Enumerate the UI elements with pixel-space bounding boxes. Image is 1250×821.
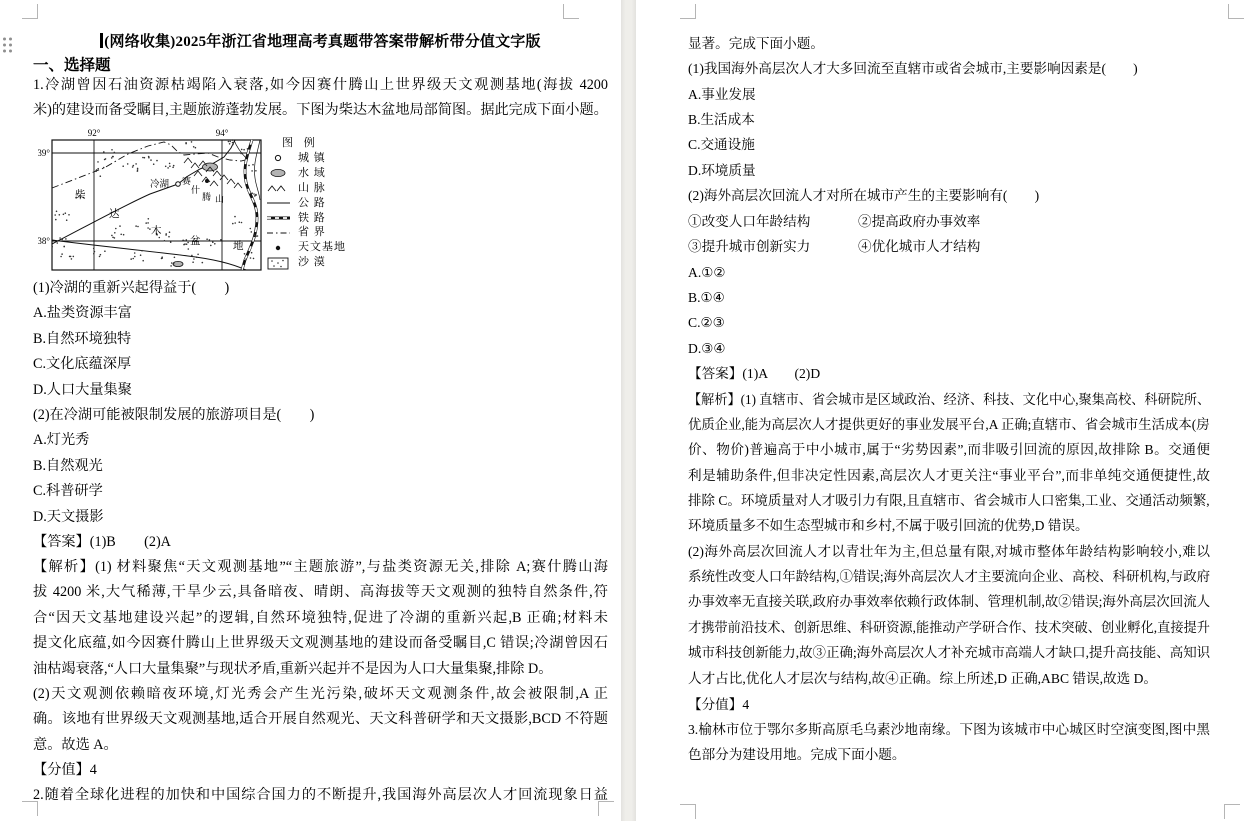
option-a[interactable]: A.灯光秀 xyxy=(33,432,90,448)
analysis-line: 排除 C。环境质量对人才吸引力有限,且直辖市、省会城市人口密集,工业、交通活动频繁, xyxy=(688,493,1210,508)
legend-item-railway: 铁 路 xyxy=(266,211,370,226)
svg-text:达: 达 xyxy=(109,209,120,220)
svg-text:94°: 94° xyxy=(215,128,229,138)
option-c[interactable]: C.科普研学 xyxy=(33,483,103,499)
town-marker xyxy=(176,182,181,187)
road-symbol-icon xyxy=(266,197,298,209)
analysis-line: 利是辅助条件,但非决定性因素,高层次人才更关注“事业平台”,而非单纯交通便捷性,故 xyxy=(688,468,1210,483)
option-a[interactable]: A.①② xyxy=(688,265,726,280)
question-2-sub1: (1)我国海外高层次人才大多回流至直辖市或省会城市,主要影响因素是( ) xyxy=(688,61,1138,76)
svg-text:什: 什 xyxy=(191,185,201,195)
analysis-line: 提文化底蕴,如今因赛什腾山上世界级天文观测基地的建设而备受瞩目,C 错误;冷湖曾因石 xyxy=(33,635,608,651)
score-line: 【分值】4 xyxy=(688,697,750,712)
legend-item-boundary: 省 界 xyxy=(266,225,370,240)
analysis-line: 【解析】(1) 材料聚焦“天文观测基地”“主题旅游”,与盐类资源无关,排除 A;赛什腾山海 xyxy=(33,559,608,575)
option-d[interactable]: D.天文摄影 xyxy=(33,509,104,525)
question-3-intro-line: 3.榆林市位于鄂尔多斯高原毛乌素沙地南缘。下图为该城市中心城区时空演变图,图中黑 xyxy=(688,722,1210,737)
svg-text:38°: 38° xyxy=(38,236,50,246)
crop-mark-left-page-top-right xyxy=(563,4,579,19)
answer-line: 【答案】(1)A (2)D xyxy=(688,366,821,381)
page-separator xyxy=(621,0,636,821)
railway-line xyxy=(242,140,257,270)
analysis-line: 城市科技创新能力,故③正确;海外高层次人才补充城市高端人才缺口,提升高技能、高知识 xyxy=(688,645,1211,660)
analysis-line: (2)天文观测依赖暗夜环境,灯光秀会产生光污染,破坏天文观测条件,故会被限制,A 正 xyxy=(33,686,608,702)
option-d[interactable]: D.环境质量 xyxy=(688,163,756,178)
svg-text:腾: 腾 xyxy=(202,192,212,202)
analysis-line: 系统性改变人口年龄结构,①错误;海外高层次人才主要流向企业、高校、科研机构,与政府 xyxy=(688,569,1211,584)
river-line xyxy=(254,140,260,200)
svg-text:39°: 39° xyxy=(38,148,50,158)
question-2-sub2: (2)海外高层次回流人才对所在城市产生的主要影响有( ) xyxy=(688,188,1040,203)
numbered-item: ④优化城市人才结构 xyxy=(858,239,981,254)
svg-text:山: 山 xyxy=(215,194,225,204)
railway-symbol-icon xyxy=(266,212,298,224)
question-1-sub1: (1)冷湖的重新兴起得益于( ) xyxy=(33,280,230,296)
numbered-item: ②提高政府办事效率 xyxy=(858,214,981,229)
option-d[interactable]: D.③④ xyxy=(688,341,726,356)
question-2-intro-line: 2.随着全球化进程的加快和中国综合国力的不断提升,我国海外高层次人才回流现象日益 xyxy=(33,787,608,803)
analysis-line: 优质企业,能为高层次人才提供更好的事业发展平台,A 正确;直辖市、省会城市生活成本(房 xyxy=(688,417,1210,432)
analysis-line: 人才占比,优化人才层次与结构,故④正确。综上所述,D 正确,ABC 错误,故选 D。 xyxy=(688,671,1157,686)
analysis-line: 拔 4200 米,大气稀薄,干旱少云,具备暗夜、晴朗、高海拔等天文观测的独特自然条件,符 xyxy=(33,584,608,600)
legend-item-mountain: 山 脉 xyxy=(266,181,370,196)
option-c[interactable]: C.②③ xyxy=(688,315,725,330)
legend-item-road: 公 路 xyxy=(266,196,370,211)
analysis-line: 合“因天文基地建设兴起”的逻辑,自然环境独特,促进了冷湖的重新兴起,B 正确;材料未 xyxy=(33,610,608,626)
legend-item-observatory: 天文基地 xyxy=(266,240,370,255)
option-d[interactable]: D.人口大量集聚 xyxy=(33,382,132,398)
question-3-intro-line: 色部分为建设用地。完成下面小题。 xyxy=(688,747,906,762)
mountain-symbol-icon xyxy=(266,182,298,194)
option-b[interactable]: B.生活成本 xyxy=(688,112,755,127)
river-line xyxy=(234,140,247,159)
analysis-line: 环境质量多不如生态型城市和乡村,不属于吸引回流的优势,D 错误。 xyxy=(688,518,1089,533)
water-symbol-icon xyxy=(266,167,298,179)
analysis-line: 办事效率无直接关联,政府办事效率依赖行政体制、管理机制,故②错误;海外高层次回流人 xyxy=(688,594,1211,609)
analysis-line: 意。故选 A。 xyxy=(33,737,118,753)
svg-text:盆: 盆 xyxy=(190,236,201,247)
cursor-bar xyxy=(100,33,103,48)
question-2-cont-line: 显著。完成下面小题。 xyxy=(688,36,824,51)
analysis-line: 才携带前沿技术、创新思维、科研资源,能推动产学研合作、技术突破、创业孵化,直接提升 xyxy=(688,620,1210,635)
exam-title-text: (网络收集)2025年浙江省地理高考真题带答案带解析带分值文字版 xyxy=(104,34,541,50)
option-a[interactable]: A.事业发展 xyxy=(688,87,756,102)
legend-item-water: 水 域 xyxy=(266,166,370,181)
road-line xyxy=(52,240,246,270)
option-c[interactable]: C.文化底蕴深厚 xyxy=(33,356,132,372)
analysis-line: 确。该地有世界级天文观测基地,适合开展自然观光、天文科普研学和天文摄影,BCD 不符题 xyxy=(33,711,608,727)
drag-handle-icon[interactable] xyxy=(2,36,13,59)
svg-text:木: 木 xyxy=(151,226,162,237)
pond-shape xyxy=(173,261,183,266)
numbered-item-row xyxy=(688,234,1210,259)
option-b[interactable]: B.自然观光 xyxy=(33,458,103,474)
svg-text:92°: 92° xyxy=(87,128,101,138)
analysis-line: (2)海外高层次回流人才以青壮年为主,但总量有限,对城市整体年龄结构影响较小,难以 xyxy=(688,544,1210,559)
observatory-symbol-icon xyxy=(266,242,298,254)
legend-title: 图 例 xyxy=(282,137,319,149)
question-1-intro-line: 1.冷湖曾因石油资源枯竭陷入衰落,如今因赛什腾山上世界级天文观测基地(海拔 4200 xyxy=(33,77,608,93)
map-legend xyxy=(266,136,370,270)
boundary-symbol-icon xyxy=(266,227,298,239)
numbered-item: ①改变人口年龄结构 xyxy=(688,214,811,229)
exam-title xyxy=(33,30,608,55)
option-a[interactable]: A.盐类资源丰富 xyxy=(33,305,132,321)
svg-text:柴: 柴 xyxy=(75,190,86,201)
analysis-line: 价、物价)普遍高于中小城市,属于“劣势因素”,而非吸引回流的原因,故排除 B。交通便 xyxy=(688,442,1210,457)
legend-item-desert: 沙 漠 xyxy=(266,255,370,270)
numbered-item-row xyxy=(688,209,1210,234)
analysis-line: 【解析】(1) 直辖市、省会城市是区域政治、经济、科技、文化中心,聚集高校、科研院所、 xyxy=(688,392,1211,407)
crop-mark-right-page-bottom-right xyxy=(1224,804,1240,819)
svg-text:赛: 赛 xyxy=(182,176,192,186)
desert-symbol-icon xyxy=(266,257,298,269)
map-place-labels xyxy=(75,175,244,252)
answer-line: 【答案】(1)B (2)A xyxy=(33,534,171,550)
desert-dots xyxy=(51,139,258,266)
map-figure xyxy=(38,124,270,276)
town-symbol-icon xyxy=(266,152,298,164)
graticule-labels xyxy=(38,128,229,246)
crop-mark-right-page-bottom-left xyxy=(680,804,696,819)
section-heading: 一、选择题 xyxy=(33,57,111,74)
score-line: 【分值】4 xyxy=(33,762,97,778)
numbered-item: ③提升城市创新实力 xyxy=(688,239,811,254)
analysis-line: 油枯竭衰落,“人口大量集聚”与现状矛盾,重新兴起并不是因为人口大量集聚,排除 D。 xyxy=(33,661,553,677)
legend-item-town: 城 镇 xyxy=(266,151,370,166)
svg-text:地: 地 xyxy=(233,241,244,252)
option-c[interactable]: C.交通设施 xyxy=(688,137,755,152)
option-b[interactable]: B.①④ xyxy=(688,290,725,305)
crop-mark-right-page-top-left xyxy=(680,4,696,19)
question-1-sub2: (2)在冷湖可能被限制发展的旅游项目是( ) xyxy=(33,407,315,423)
crop-mark-right-page-top-right xyxy=(1228,4,1244,19)
option-b[interactable]: B.自然环境独特 xyxy=(33,331,132,347)
crop-mark-left-page-top-left xyxy=(22,4,38,19)
observatory-marker xyxy=(205,179,209,183)
question-1-intro-line: 米)的建设而备受瞩目,主题旅游蓬勃发展。下图为柴达木盆地局部简图。据此完成下面小题。 xyxy=(33,102,608,118)
svg-text:冷湖: 冷湖 xyxy=(150,180,170,190)
